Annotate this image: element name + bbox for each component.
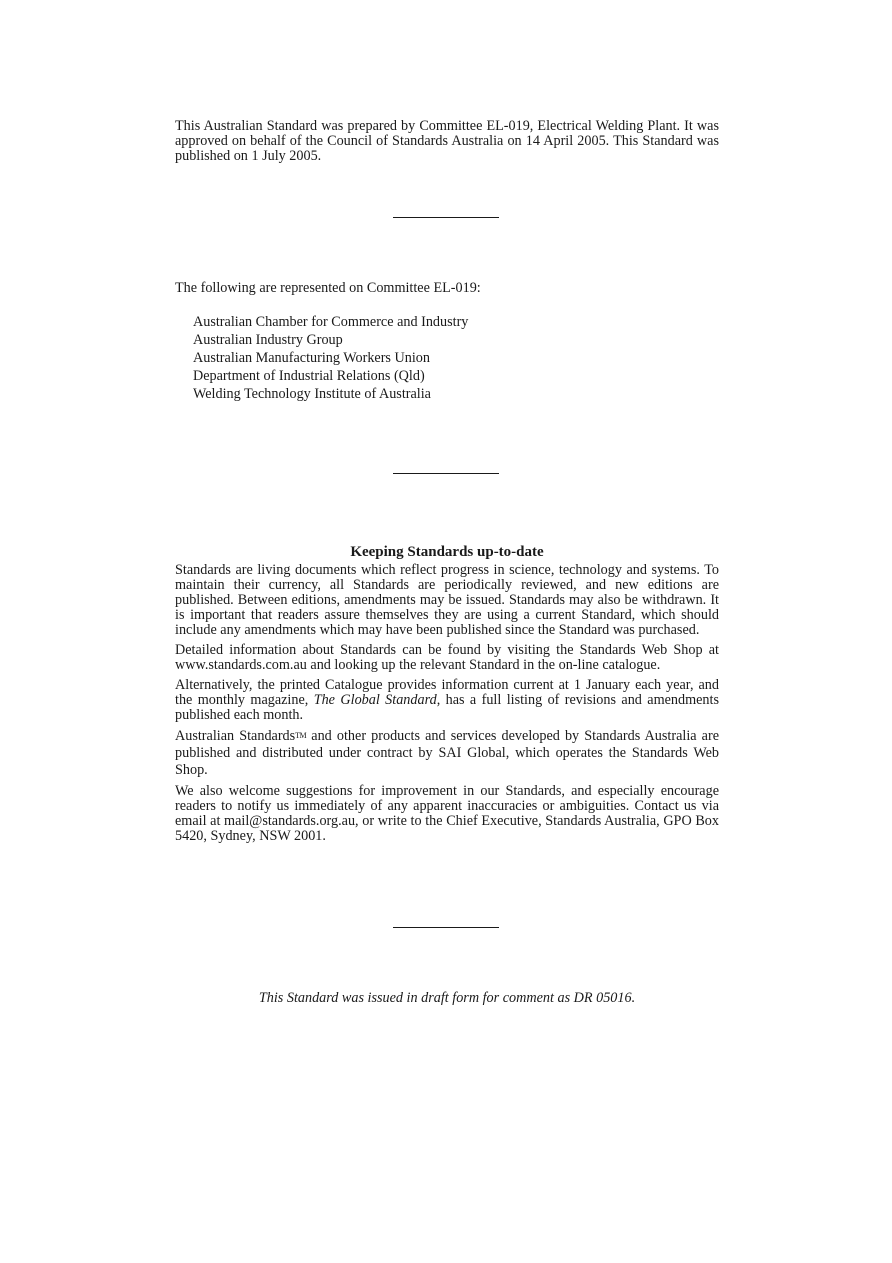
paragraph: Standards are living documents which reflect progress in science, technology and systems. To maintain their currency, all Standards are periodically reviewed, and new editions are published. Between editions, amendments may be issued. Standards may also be withdrawn. It is important that readers assure themselves they are using a current Standard, which should include any amendments which may have been published since the Standard was purchased. <box>175 562 719 638</box>
section-divider <box>393 927 499 928</box>
paragraph: Detailed information about Standards can be found by visiting the Standards Web Shop at www.standards.com.au and looking up the relevant Standard in the on-line catalogue. <box>175 642 719 673</box>
draft-note: This Standard was issued in draft form for comment as DR 05016. <box>258 990 636 1006</box>
committee-member: Australian Industry Group <box>193 332 343 348</box>
trademark-mark: TM <box>295 731 307 740</box>
paragraph <box>175 678 719 723</box>
section-divider <box>393 217 499 218</box>
keeping-standards-body <box>175 563 719 849</box>
committee-member: Department of Industrial Relations (Qld) <box>193 368 425 384</box>
committee-member: Australian Manufacturing Workers Union <box>193 350 430 366</box>
text-run: , has a full listing of revisions and amendments published each month. <box>175 692 719 723</box>
section-title: Keeping Standards up-to-date <box>350 544 544 560</box>
committee-member: Australian Chamber for Commerce and Industry <box>193 314 469 330</box>
paragraph: We also welcome suggestions for improvement in our Standards, and especially encourage readers to notify us immediately of any apparent inaccuracies or ambiguities. Contact us via email at mail@standards.org.au, or write to the Chief Executive, Standards Australia, GPO Box 5420, Sydney, NSW 2001. <box>175 783 719 844</box>
committee-member-list <box>193 313 468 403</box>
intro-paragraph: This Australian Standard was prepared by Committee EL-019, Electrical Welding Plant. It was approved on behalf of the Council of Standards Australia on 14 April 2005. This Standard was published on 1 July 2005. <box>175 118 719 164</box>
text-run: Alternatively, the printed Catalogue provides information current at 1 January each year, and the monthly magazine, <box>175 677 719 708</box>
paragraph <box>175 728 719 779</box>
text-run: Australian Standards <box>175 728 296 744</box>
text-run: and other products and services developed by Standards Australia are published and distributed under contract by SAI Global, which operates the Standards Web Shop. <box>175 728 719 778</box>
publication-title: The Global Standard <box>313 692 437 708</box>
committee-heading: The following are represented on Committee EL-019: <box>175 280 481 296</box>
committee-member: Welding Technology Institute of Australia <box>193 386 431 402</box>
section-divider <box>393 473 499 474</box>
